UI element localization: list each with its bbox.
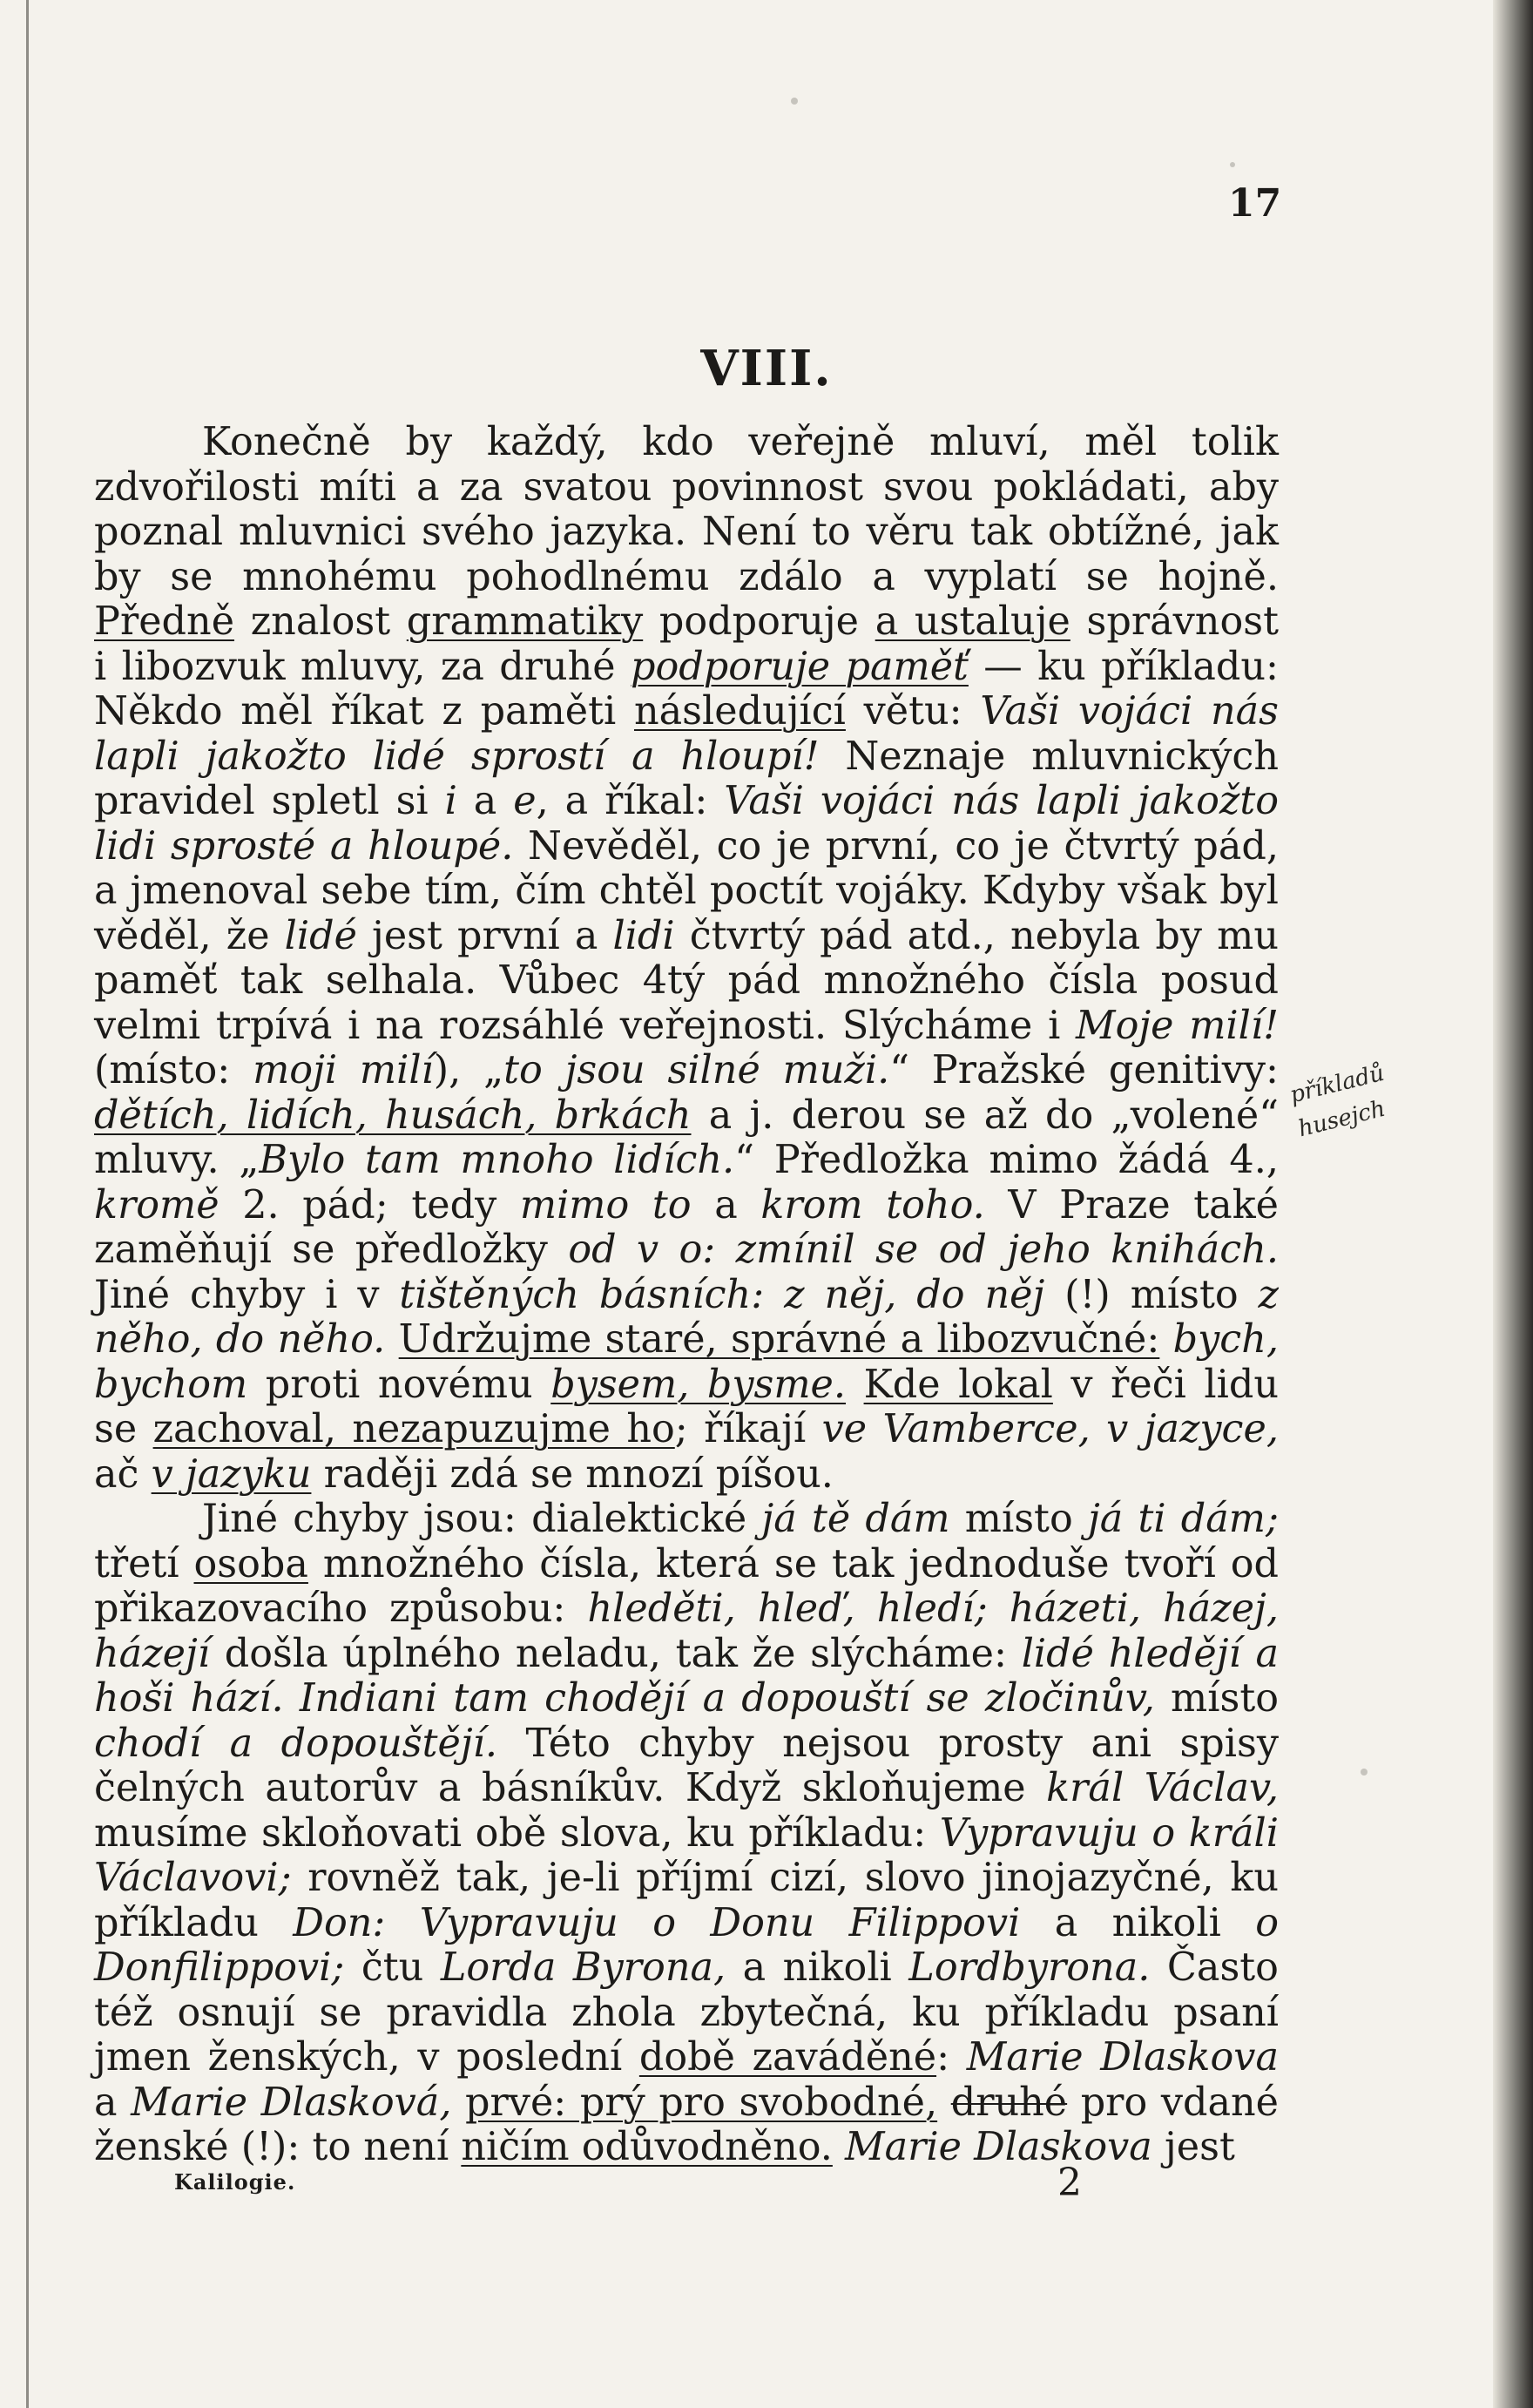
page-number: 17 — [1228, 181, 1282, 226]
speck — [1361, 1769, 1368, 1776]
speck — [1230, 162, 1235, 167]
speck — [791, 98, 798, 105]
footer-signature: Kalilogie. — [174, 2169, 296, 2195]
handwritten-margin-note: příkladů husejch — [1287, 1059, 1388, 1143]
chapter-heading: VIII. — [700, 340, 833, 397]
footer-sheet-number: 2 — [1057, 2161, 1082, 2205]
paragraph-1: Konečně by každý, kdo veřejně mluví, měl tolik zdvořilosti míti a za svatou povinnost svou pokládati, aby poznal mluvnici svého jazyka. Není to věru tak obtížné, jak by se mnohému pohodlnému zdálo a vyplatí se hojně. Předně znalost grammatiky podporuje a ustaluje správnost i libozvuk mluvy, za druhé podporuje paměť — ku příkladu: Někdo měl říkat z paměti následující větu: Vaši vojáci nás lapli jakožto lidé sprostí a hloupí! Neznaje mluvnických pravidel spletl si i a e, a říkal: Vaši vojáci nás lapli jakožto lidi sprosté a hloupé. Nevěděl, co je první, co je čtvrtý pád, a jmenoval sebe tím, čím chtěl poctít vojáky. Kdyby však byl věděl, že lidé jest první a lidi čtvrtý pád atd., nebyla by mu paměť tak selhala. Vůbec 4tý pád množného čísla posud velmi trpívá i na rozsáhlé veřejnosti. Slýcháme i Moje milí! (místo: moji milí), „to jsou silné muži.“ Pražské genitivy: dětích, lidích, husách, brkách a j. derou se až do „volené“ mluvy. „Bylo tam mnoho lidích.“ Předložka mimo žádá 4., kromě 2. pád; tedy mimo to a krom toho. V Praze také zaměňují se předložky od v o: zmínil se od jeho knihách. Jiné chyby i v tištěných básních: z něj, do něj (!) místo z něho, do něho. Udržujme staré, správné a libozvučné: bych, bychom proti novému bysem, bysme. Kde lokal v řeči lidu se zachoval, nezapuzujme ho; říkají ve Vamberce, v jazyce, ač v jazyku raději zdá se mnozí píšou. — [94, 420, 1280, 1497]
paragraph-2: Jiné chyby jsou: dialektické já tě dám místo já ti dám; třetí osoba množného čísla, která se tak jednoduše tvoří od přikazovacího způsobu: hleděti, hleď, hledí; házeti, házej, házejí došla úplného neladu, tak že slýcháme: lidé hledějí a hoši hází. Indiani tam chodějí a dopouští se zločinův, místo chodí a dopouštějí. Této chyby nejsou prosty ani spisy čelných autorův a básníkův. Když skloňujeme král Václav, musíme skloňovati obě slova, ku příkladu: Vypravuju o králi Václavovi; rovněž tak, je-li příjmí cizí, slovo jinojazyčné, ku příkladu Don: Vypravuju o Donu Filippovi a nikoli o Donfilippovi; čtu Lorda Byrona, a nikoli Lordbyrona. Často též osnují se pravidla zhola zbytečná, ku příkladu psaní jmen ženských, v poslední době zaváděné: Marie Dlaskova a Marie Dlasková, prvé: prý pro svobodné, druhé pro vdané ženské (!): to není ničím odůvodněno. Marie Dlaskova jest — [94, 1497, 1280, 2169]
body-text — [94, 420, 1279, 2170]
